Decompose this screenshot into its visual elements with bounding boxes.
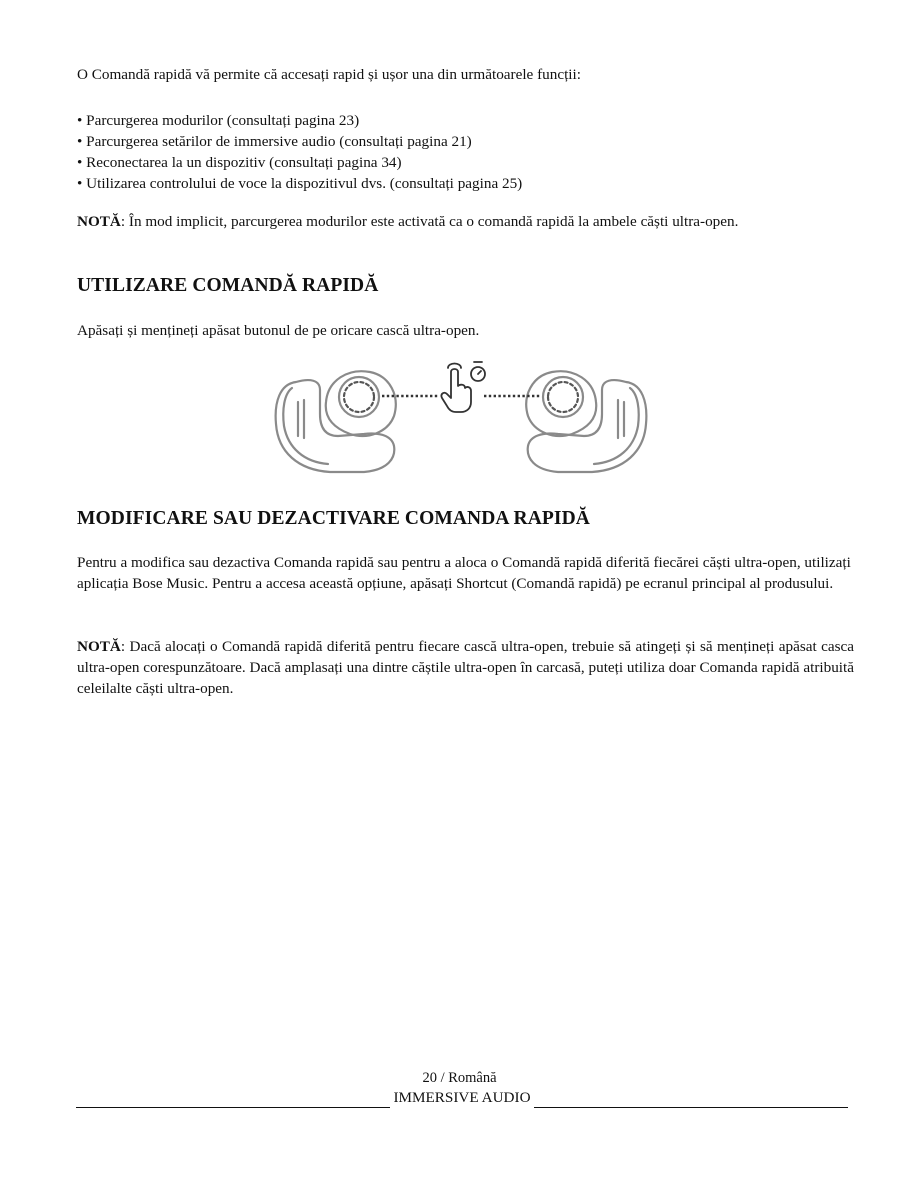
use-shortcut-text: Apăsați și mențineți apăsat butonul de pe oricare cască ultra-open.	[77, 322, 480, 339]
left-earbud-icon	[276, 371, 396, 472]
section-heading-modify-shortcut: MODIFICARE SAU DEZACTIVARE COMANDA RAPIDĂ	[77, 508, 590, 529]
note-label: NOTĂ	[77, 638, 121, 655]
footer-rule-left	[76, 1093, 390, 1108]
functions-list	[77, 110, 854, 194]
press-and-hold-icon	[441, 362, 485, 412]
modify-shortcut-text: Pentru a modifica sau dezactiva Comanda rapidă sau pentru a aloca o Comandă rapidă diferită fiecărei căști ultra-open, utilizați aplicația Bose Music. Pentru a accesa această opțiune, apăsați Shortcut (Comandă rapidă) pe ecranul principal al produsului.	[77, 554, 851, 592]
note-text: : În mod implicit, parcurgerea modurilor este activată ca o comandă rapidă la ambele căști ultra-open.	[120, 213, 739, 230]
list-item: • Parcurgerea setărilor de immersive audio (consultați pagina 21)	[77, 131, 854, 152]
list-item: • Reconectarea la un dispozitiv (consultați pagina 34)	[77, 152, 854, 173]
note-different-shortcut	[77, 636, 854, 699]
footer-section	[76, 1088, 848, 1108]
page-number: 20 / Română	[422, 1070, 497, 1086]
earbuds-press-hold-illustration	[268, 354, 654, 480]
note-text: : Dacă alocați o Comandă rapidă diferită pentru fiecare cască ultra-open, trebuie să atingeți și să mențineți apăsat casca ultra-open corespunzătoare. Dacă amplasați una dintre căștile ultra-open în carcasă, puteți utiliza doar Comanda rapidă atribuită celeilalte căști ultra-open.	[77, 638, 854, 697]
list-item: • Parcurgerea modurilor (consultați pagina 23)	[77, 110, 854, 131]
right-earbud-icon	[526, 371, 646, 472]
footer-section-label: IMMERSIVE AUDIO	[393, 1089, 531, 1106]
list-item: • Utilizarea controlului de voce la dispozitivul dvs. (consultați pagina 25)	[77, 173, 854, 194]
note-default-shortcut	[77, 211, 854, 232]
section-heading-use-shortcut: UTILIZARE COMANDĂ RAPIDĂ	[77, 275, 379, 296]
note-label: NOTĂ	[77, 213, 121, 230]
footer-rule-right	[534, 1093, 848, 1108]
intro-text: O Comandă rapidă vă permite că accesați rapid și ușor una din următoarele funcții:	[77, 66, 581, 83]
